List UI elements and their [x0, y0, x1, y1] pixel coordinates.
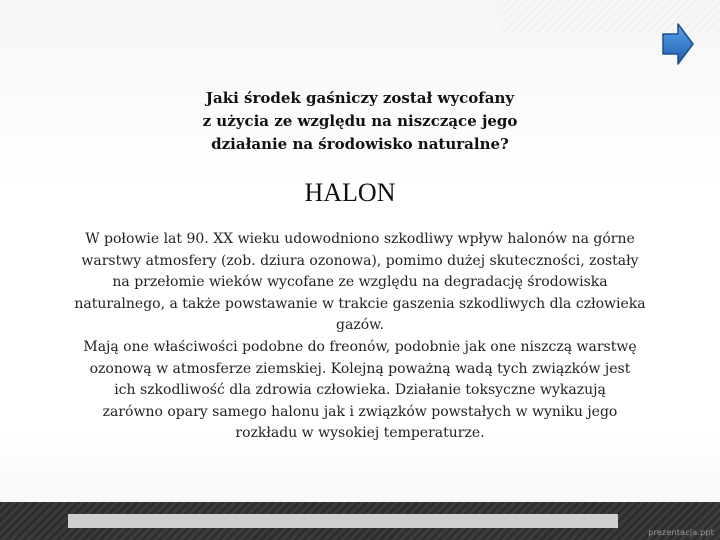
next-slide-button[interactable] — [662, 22, 694, 66]
explanation-paragraph-2: Mają one właściwości podobne do freonów, podobnie jak one niszczą warstwę ozonową w atmosferze ziemskiej. Kolejną poważną wadą tych związków jest ich szkodliwość dla zdrowia człowieka. Działanie toksyczne wykazują zarówno opary samego halonu jak i związków powstałych w wyniku jego rozkładu w wysokiej temperaturze. — [83, 338, 637, 442]
footer-bar — [68, 514, 618, 528]
answer-heading: HALON — [304, 178, 396, 207]
explanation-body — [20, 229, 700, 445]
question-text: Jaki środek gaśniczy został wycofany z użycia ze względu na niszczące jego działanie na środowisko naturalne? — [202, 89, 518, 153]
explanation-paragraph-1: W połowie lat 90. XX wieku udowodniono szkodliwy wpływ halonów na górne warstwy atmosfery (zob. dziura ozonowa), pomimo dużej skuteczności, zostały na przełomie wieków wycofane ze względu na degradację środowiska naturalnego, a także powstawanie w trakcie gaszenia szkodliwych dla człowieka gazów. — [74, 231, 646, 334]
arrow-right-icon — [662, 22, 694, 66]
footer-watermark: prezentacja.ppt — [648, 528, 714, 537]
